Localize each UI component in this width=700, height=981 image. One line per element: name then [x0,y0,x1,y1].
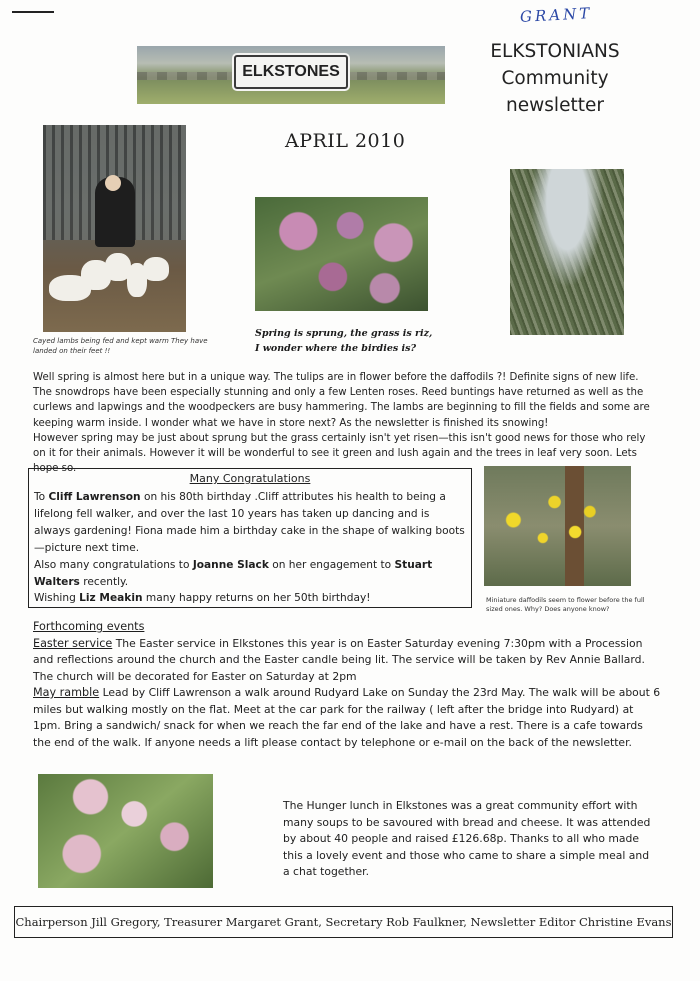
intro-text [33,370,658,476]
ramble-event: May ramble Lead by Cliff Lawrenson a walk around Rudyard Lake on Sunday the 23rd May. The walk will be about 6 miles but walking mostly on the flat. Meet at the car park for the railway ( left after the bridge into Rudyard) at 1pm. Bring a sandwich/ snack for when we reach the far end of the lake and have a rest. There is a cafe towards the end of the walk. If anyone needs a lift please contact by telephone or e-mail on the back of the newsletter. [33,686,661,749]
congrats-paragraph: Also many congratulations to Joanne Slack on her engagement to Stuart Walters recently. [34,558,433,588]
person-name: Joanne Slack [192,558,269,571]
intro-paragraph: However spring may be just about sprung but the grass certainly isn't yet risen—this isn't good news for those who rely on it for their animals. However it will be wonderful to see it green and lush again and the trees in leaf very soon. Lets hope so. [33,432,646,475]
person-name: Stuart Walters [34,558,433,588]
congrats-paragraph: To Cliff Lawrenson on his 80th birthday .Cliff attributes his health to being a lifelong fell walker, and over the last 10 years has taken up dancing and is always gardening! Fiona made him a birthday cake in the shape of walking boots—picture next time. [34,491,465,554]
spring-poem-line-1: Spring is sprung, the grass is riz, [255,328,433,339]
events-heading: Forthcoming events [33,620,145,633]
masthead [470,38,640,119]
committee-footer: Chairperson Jill Gregory, Treasurer Margaret Grant, Secretary Rob Faulkner, Newsletter Editor Christine Evans [14,906,673,938]
hunger-lunch-paragraph: The Hunger lunch in Elkstones was a great community effort with many soups to be savoured with bread and cheese. It was attended by about 40 people and raised £126.68p. Thanks to all who made this a lovely event and those who came to share a simple meal and a chat together. [283,799,651,879]
masthead-title: ELKSTONIANS [490,41,620,62]
lambs-photo [43,125,186,332]
masthead-subtitle-2: newsletter [506,95,604,116]
corner-mark [12,11,54,13]
easter-event: Easter service The Easter service in Elkstones this year is on Easter Saturday evening 7:30pm with a Procession and reflections around the church and the Easter candle being lit. The service will be taken by Rev Annie Ballard. The church will be decorated for Easter on Saturday at 2pm [33,636,645,683]
daffodils-caption: Miniature daffodils seem to flower before the full sized ones. Why? Does anyone know? [486,596,645,613]
daffodils-photo [484,466,631,586]
spring-poem-line-2: I wonder where the birdies is? [255,343,417,354]
congrats-paragraph: Wishing Liz Meakin many happy returns on her 50th birthday! [34,592,371,605]
events-section [33,619,663,751]
masthead-subtitle-1: Community [501,68,609,89]
handwritten-note: GRANT [519,4,593,26]
easter-label: Easter service [33,636,113,650]
hunger-lunch-text [283,798,653,881]
ramble-label: May ramble [33,686,100,699]
person-name: Cliff Lawrenson [48,491,141,503]
congratulations-title: Many Congratulations [189,472,311,485]
lambs-caption: Cayed lambs being fed and kept warm They have landed on their feet !! [33,337,208,355]
issue-date: APRIL 2010 [285,130,406,152]
hellebore-photo [255,197,428,311]
village-sign: ELKSTONES [234,55,348,89]
congratulations-body [34,489,466,607]
pink-hellebore-photo [38,774,213,888]
intro-paragraph: Well spring is almost here but in a unique way. The tulips are in flower before the daffodils ?! Definite signs of new life. The snowdrops have been especially stunning and only a few Lenten roses. Reed buntings have returned as well as the curlews and lapwings and the woodpeckers are busy hammering. The lambs are beginning to fill the fields and some are keeping warm inside. I wonder what we have in store next? As the newsletter is finished its snowing! [33,372,650,429]
congratulations-box [28,468,472,608]
person-name: Liz Meakin [79,592,143,605]
spring-poem [255,326,455,356]
tree-photo [510,169,624,335]
